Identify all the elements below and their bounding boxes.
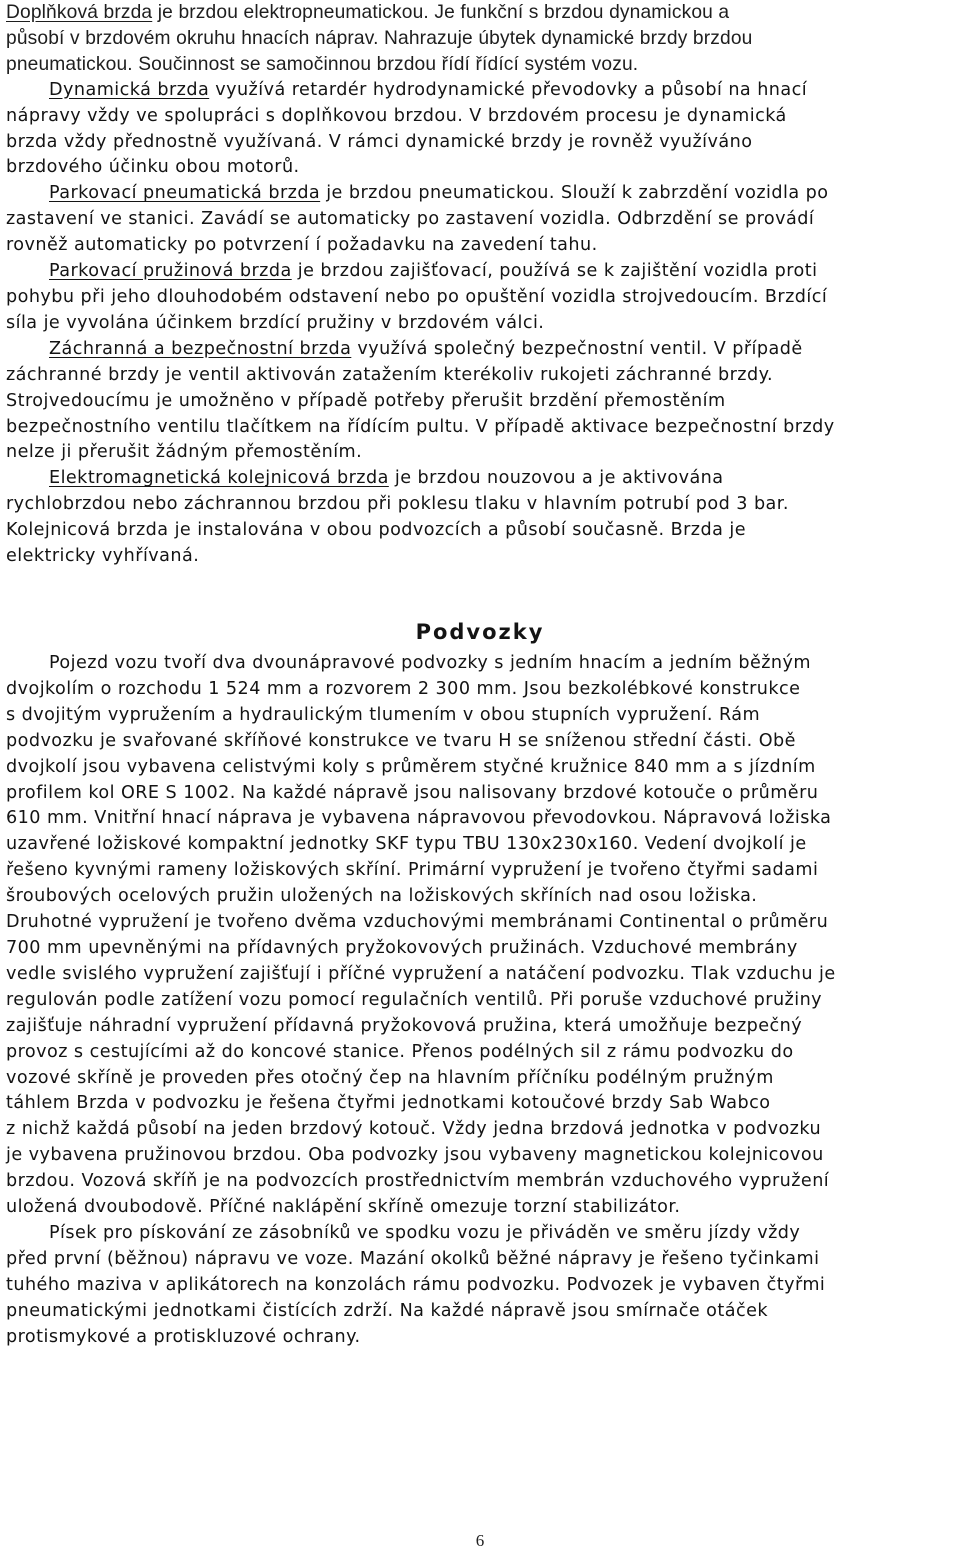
text-line: regulován podle zatížení vozu pomocí regulačních ventilů. Při poruše vzduchové pružiny	[6, 989, 823, 1010]
text-span: využívá společný bezpečnostní ventil. V případě	[351, 338, 803, 359]
text-line	[6, 337, 952, 363]
text-line: záchranné brzdy je ventil aktivován zatažením kterékoliv rukojeti záchranné brzdy.	[6, 364, 773, 385]
text-line: elektricky vyhřívaná.	[6, 546, 200, 567]
text-line: Strojvedoucímu je umožněno v případě potřeby přerušit brzdění přemostěním	[6, 390, 726, 411]
text-line: Druhotné vypružení je tvořeno dvěma vzduchovými membránami Continental o průměru	[6, 912, 829, 933]
text-line: dvojkolí jsou vybavena celistvými koly s průměrem styčné kružnice 840 mm a s jízdním	[6, 756, 816, 777]
text-line: pneumatickými jednotkami čistících zdrží. Na každé nápravě jsou smírnače otáček	[6, 1300, 769, 1321]
text-line	[6, 466, 952, 492]
section-heading: Podvozky	[415, 620, 545, 644]
term-rail-brake: Elektromagnetická kolejnicová brzda	[49, 468, 389, 489]
text-line: šroubových ocelových pružin uložených na ložiskových skříních nad osou ložiska.	[6, 886, 758, 907]
text-span: využívá retardér hydrodynamické převodovky a působí na hnací	[209, 79, 808, 100]
text-line	[6, 259, 952, 285]
text-line: uzavřené ložiskové kompaktní jednotky SKF typu TBU 130x230x160. Vedení dvojkolí je	[6, 834, 807, 855]
brake-section	[6, 0, 952, 570]
text-line: zastavení ve stanici. Zavádí se automaticky po zastavení vozidla. Odbrzdění se provádí	[6, 209, 815, 230]
text-span: je brzdou elektropneumatickou. Je funkční s brzdou dynamickou a	[152, 2, 730, 23]
text-span: je brzdou pneumatickou. Slouží k zabrzdění vozidla po	[320, 183, 829, 204]
text-line: tuhého maziva v aplikátorech na konzolách rámu podvozku. Podvozek je vybaven čtyřmi	[6, 1274, 826, 1295]
text-line: pneumatickou. Součinnost se samočinnou brzdou řídí řídící systém vozu.	[6, 53, 639, 75]
text-line: nápravy vždy ve spolupráci s doplňkovou brzdou. V brzdovém procesu je dynamická	[6, 105, 787, 126]
text-line: Písek pro pískování ze zásobníků ve spodku vozu je přiváděn ve směru jízdy vždy	[49, 1222, 801, 1243]
text-line: rychlobrzdou nebo záchrannou brzdou při poklesu tlaku v hlavním potrubí pod 3 bar.	[6, 494, 789, 515]
text-line: je vybavena pružinovou brzdou. Oba podvozky jsou vybaveny magnetickou kolejnicovou	[6, 1145, 824, 1166]
text-line: bezpečnostního ventilu tlačítkem na řídícím pultu. V případě aktivace bezpečnostní brzdy	[6, 416, 835, 437]
text-line: s dvojitým vypružením a hydraulickým tlumením v obou stupních vypružení. Rám	[6, 704, 761, 725]
text-line: vedle svislého vypružení zajišťují i příčné vypružení a natáčení podvozku. Tlak vzduchu je	[6, 963, 836, 984]
text-line	[6, 181, 952, 207]
text-line	[6, 78, 952, 104]
text-line: zajišťuje náhradní vypružení přídavná pryžokovová pružina, která umožňuje bezpečný	[6, 1015, 803, 1036]
text-line: před první (běžnou) nápravu ve voze. Mazání okolků běžné nápravy je řešeno tyčinkami	[6, 1248, 820, 1269]
text-line: 610 mm. Vnitřní hnací náprava je vybavena nápravovou převodovkou. Nápravová ložiska	[6, 808, 832, 829]
text-line: profilem kol ORE S 1002. Na každé nápravě jsou nalisovany brzdové kotouče o průměru	[6, 782, 819, 803]
text-line: pohybu při jeho dlouhodobém odstavení nebo po opuštění vozidla strojvedoucím. Brzdící	[6, 286, 828, 307]
text-line: táhlem Brzda v podvozku je řešena čtyřmi jednotkami kotoučové brzdy Sab Wabco	[6, 1093, 771, 1114]
text-line: nelze ji přerušit žádným přemostěním.	[6, 442, 363, 463]
text-line: síla je vyvolána účinkem brzdící pružiny v brzdovém válci.	[6, 312, 545, 333]
text-line: Kolejnicová brzda je instalována v obou podvozcích a působí současně. Brzda je	[6, 520, 746, 541]
text-span: je brzdou zajišťovací, používá se k zajištění vozidla proti	[291, 261, 818, 282]
term-auxiliary-brake: Doplňková brzda	[6, 2, 153, 23]
text-line	[6, 0, 952, 26]
text-line: uložená dvoubodově. Příčné naklápění skříně omezuje torzní stabilizátor.	[6, 1197, 681, 1218]
text-line: z nichž každá působí na jeden brzdový kotouč. Vždy jedna brzdová jednotka v podvozku	[6, 1119, 822, 1140]
text-line: protismykové a protiskluzové ochrany.	[6, 1326, 361, 1347]
text-line: podvozku je svařované skříňové konstrukce ve tvaru H se sníženou střední části. Obě	[6, 730, 796, 751]
text-line: brzdového účinku obou motorů.	[6, 157, 300, 178]
text-span: je brzdou nouzovou a je aktivována	[388, 468, 724, 489]
term-parking-pneumatic-brake: Parkovací pneumatická brzda	[49, 183, 321, 204]
term-dynamic-brake: Dynamická brzda	[49, 79, 210, 100]
term-parking-spring-brake: Parkovací pružinová brzda	[49, 261, 292, 282]
text-line: vozové skříně je proveden přes otočný čep na hlavním příčníku podélným pružným	[6, 1067, 774, 1088]
text-line: Pojezd vozu tvoří dva dvounápravové podvozky s jedním hnacím a jedním běžným	[49, 653, 811, 673]
text-line: brzda vždy přednostně využívaná. V rámci dynamické brzdy je rovněž využíváno	[6, 131, 753, 152]
term-emergency-safety-brake: Záchranná a bezpečnostní brzda	[49, 338, 352, 359]
text-line: dvojkolím o rozchodu 1 524 mm a rozvorem 2 300 mm. Jsou bezkolébkové konstrukce	[6, 678, 801, 699]
page-number: 6	[475, 1531, 485, 1550]
text-line: provoz s cestujícími až do koncové stanice. Přenos podélných sil z rámu podvozku do	[6, 1041, 794, 1062]
text-line: 700 mm upevněnými na přídavných pryžokovových pružinách. Vzduchové membrány	[6, 937, 798, 958]
text-line: působí v brzdovém okruhu hnacích náprav. Nahrazuje úbytek dynamické brzdy brzdou	[6, 27, 753, 49]
text-line: rovněž automaticky po potvrzení í požadavku na zavedení tahu.	[6, 235, 598, 256]
text-line: brzdou. Vozová skříň je na podvozcích prostřednictvím membrán vzduchového vypružení	[6, 1171, 830, 1192]
text-line: řešeno kyvnými rameny ložiskových skříní. Primární vypružení je tvořeno čtyřmi sadami	[6, 860, 819, 881]
bogies-section	[6, 651, 952, 1350]
